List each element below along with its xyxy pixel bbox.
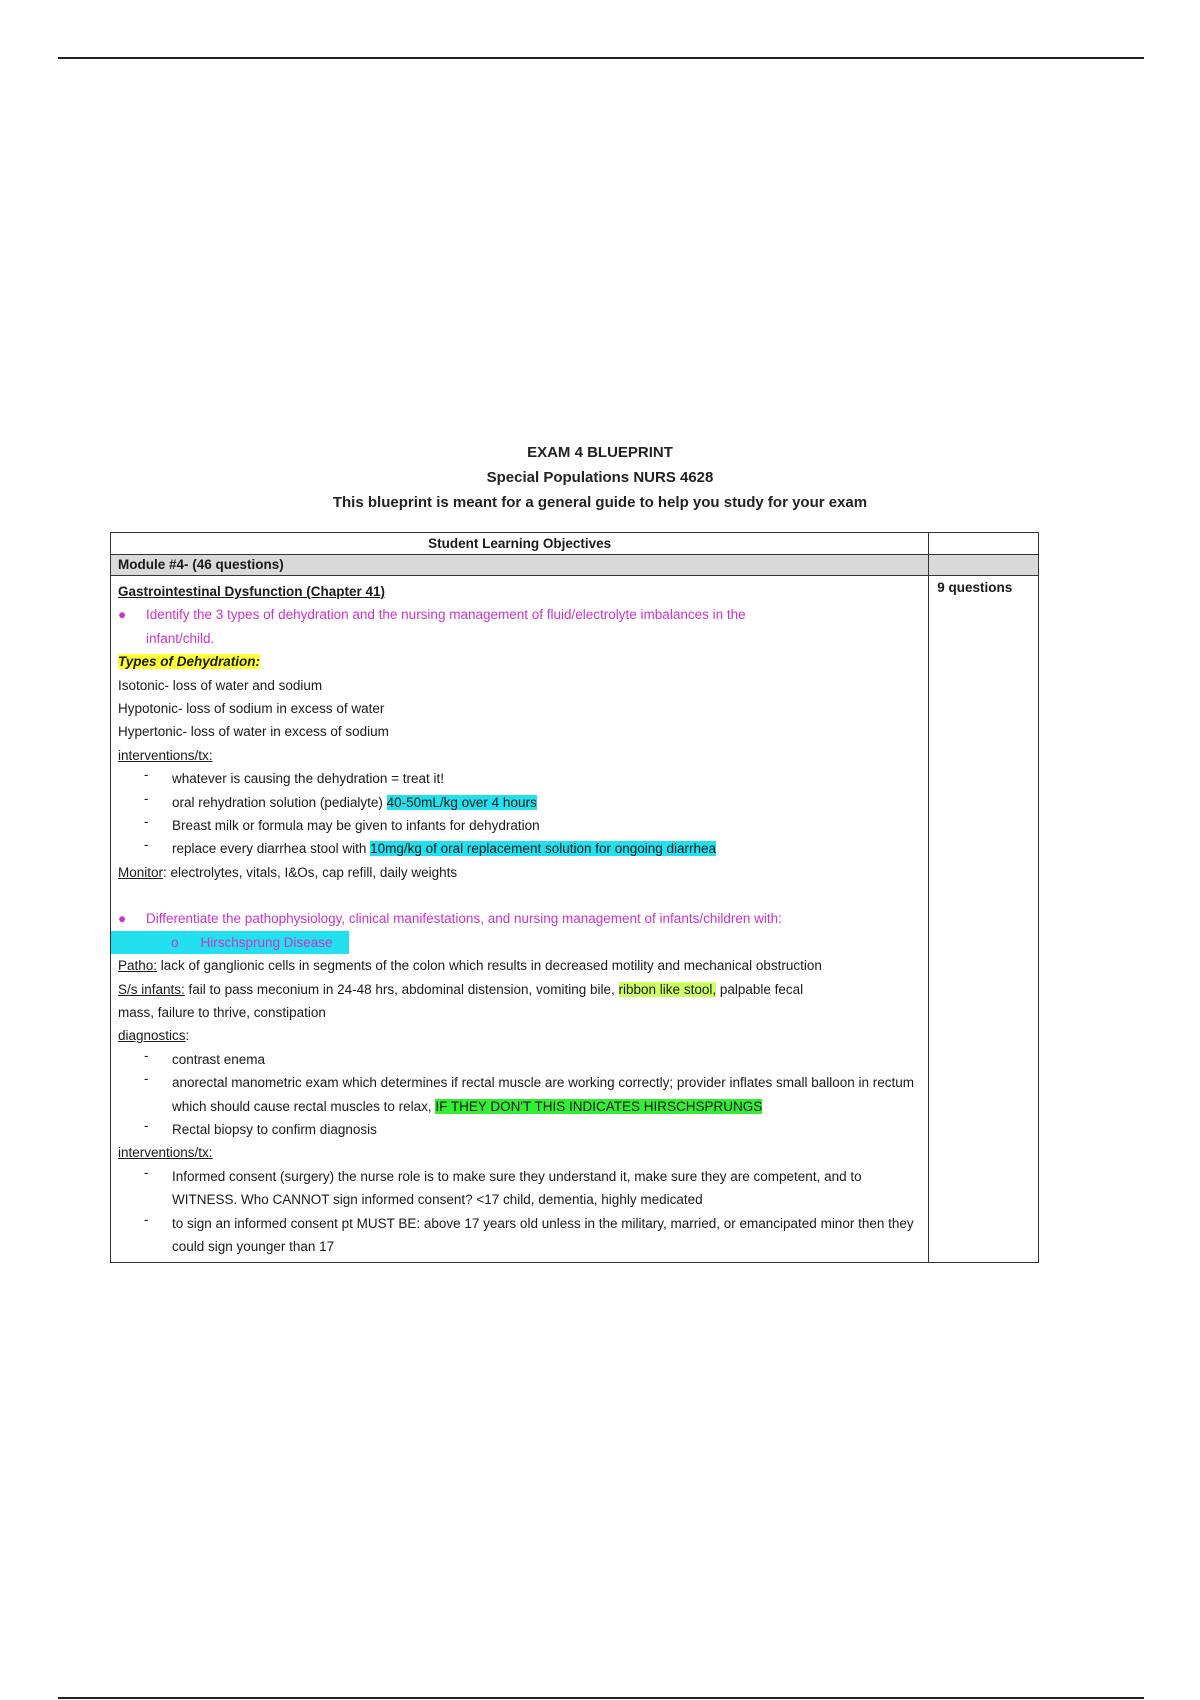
section-title: Gastrointestinal Dysfunction (Chapter 41) bbox=[118, 584, 386, 599]
table-header-row bbox=[111, 533, 1039, 555]
list-item: - Rectal biopsy to confirm diagnosis bbox=[144, 1117, 377, 1137]
module-label: Module #4- (46 questions) bbox=[111, 555, 929, 576]
bullet-icon: ● bbox=[118, 911, 127, 927]
spacer bbox=[118, 884, 921, 907]
question-count: 9 questions bbox=[929, 576, 1039, 1263]
list-item: - oral rehydration solution (pedialyte) 40-50mL/kg over 4 hours bbox=[144, 790, 537, 810]
types-heading: Types of Dehydration: bbox=[118, 654, 261, 670]
list-item: - replace every diarrhea stool with 10mg/kg of oral replacement solution for ongoing diarrhea bbox=[144, 837, 717, 857]
content-row bbox=[111, 576, 1039, 1263]
symptoms-continued: mass, failure to thrive, constipation bbox=[118, 1004, 326, 1020]
list-item: - anorectal manometric exam which determines if rectal muscle are working correctly; provider inflates small balloon in rectum which should cause rectal muscles to relax, IF THEY DON'T THIS INDICATES HIRSCHSPRUNGS bbox=[144, 1071, 915, 1114]
list-item: - contrast enema bbox=[144, 1047, 266, 1067]
diagnostics-label: diagnostics: bbox=[118, 1028, 190, 1044]
hypertonic-line: Hypertonic- loss of water in excess of sodium bbox=[118, 724, 389, 740]
exam-title: EXAM 4 BLUEPRINT bbox=[527, 444, 673, 461]
hirschsprung-heading: o Hirschsprung Disease bbox=[118, 931, 921, 954]
list-item: - to sign an informed consent pt MUST BE: above 17 years old unless in the military, married, or emancipated minor then they could sign younger than 17 bbox=[144, 1211, 914, 1254]
objective-2: ● Differentiate the pathophysiology, clinical manifestations, and nursing management of infants/children with: bbox=[118, 907, 921, 930]
objective-1: ● Identify the 3 types of dehydration and the nursing management of fluid/electrolyte imbalances in the bbox=[118, 603, 921, 626]
bullet-icon: ● bbox=[118, 607, 127, 623]
course-title: Special Populations NURS 4628 bbox=[486, 469, 714, 486]
monitor-line: Monitor: electrolytes, vitals, I&Os, cap refill, daily weights bbox=[118, 864, 458, 880]
objectives-cell bbox=[111, 576, 929, 1263]
objective-1-continued: infant/child. bbox=[146, 630, 215, 646]
hypotonic-line: Hypotonic- loss of sodium in excess of water bbox=[118, 701, 385, 717]
module-side-cell bbox=[929, 555, 1039, 576]
top-rule bbox=[58, 57, 1144, 59]
interventions-label-2: interventions/tx: bbox=[118, 1145, 213, 1161]
bottom-rule bbox=[58, 1697, 1144, 1699]
column-header-count bbox=[929, 533, 1039, 555]
blueprint-subtitle: This blueprint is meant for a general guide to help you study for your exam bbox=[332, 494, 868, 511]
symptoms-line: S/s infants: fail to pass meconium in 24-48 hrs, abdominal distension, vomiting bile, ribbon like stool, palpable fecal bbox=[118, 981, 804, 997]
isotonic-line: Isotonic- loss of water and sodium bbox=[118, 677, 323, 693]
column-header-objectives: Student Learning Objectives bbox=[111, 533, 929, 555]
list-item: - whatever is causing the dehydration = treat it! bbox=[144, 767, 445, 787]
list-item: - Informed consent (surgery) the nurse role is to make sure they understand it, make sure they are competent, and to WITNESS. Who CANNOT sign informed consent? <17 child, dementia, highly medicated bbox=[144, 1164, 862, 1208]
document-header bbox=[0, 440, 1200, 515]
interventions-label: interventions/tx: bbox=[118, 747, 213, 763]
patho-line: Patho: lack of ganglionic cells in segments of the colon which results in decreased motility and mechanical obstruction bbox=[118, 958, 822, 974]
module-row bbox=[111, 555, 1039, 576]
list-item: - Breast milk or formula may be given to infants for dehydration bbox=[144, 814, 540, 834]
blueprint-table bbox=[110, 532, 1039, 1263]
